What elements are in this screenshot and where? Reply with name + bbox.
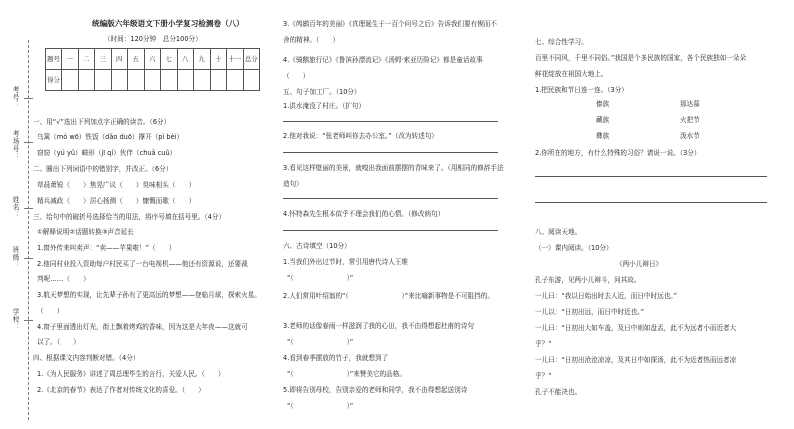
section-heading: 三、给句中的破折号选择恰当的用法，将序号填在括号里。（4分） bbox=[33, 213, 226, 221]
answer-line[interactable] bbox=[283, 230, 498, 231]
header-cell: 六 bbox=[144, 49, 161, 70]
binding-tick bbox=[24, 320, 33, 321]
answer-line[interactable] bbox=[283, 121, 498, 122]
subsection-heading: （一）课内阅读。（10分） bbox=[535, 244, 613, 252]
question-line: 百里不同风，千里不同俗。”我国是个多民族的国家，各个民族独如一朵朵 bbox=[535, 54, 747, 62]
header-cell: 总分 bbox=[243, 49, 260, 70]
class-label: 班级： bbox=[11, 246, 19, 269]
question-line: 1.窗外传来叫卖声：“卖——苹果啦！”（ ） bbox=[37, 244, 176, 252]
people-item[interactable]: 傣族 bbox=[596, 100, 610, 108]
question-line: 4.《骑鹅旅行记》《鲁滨孙漂流记》《汤姆·索亚历险记》都是童话故事 bbox=[283, 56, 483, 64]
binding-tick bbox=[24, 98, 33, 99]
people-item[interactable]: 藏族 bbox=[596, 116, 610, 124]
question-line: 1.当我们外出过节时，常引用唐代诗人王维 bbox=[283, 258, 408, 266]
name-label: 姓名： bbox=[11, 196, 19, 219]
question-line: 草晨萧锐（ ）焦晃广议（ ）臭味相头（ ） bbox=[37, 181, 196, 189]
score-cell[interactable] bbox=[144, 70, 161, 91]
question-line: 2.人们常用叶绍翁的“（ ）”来比喻新事物是不可阻挡的。 bbox=[283, 292, 494, 300]
fill-blank[interactable]: “（ ）” bbox=[287, 338, 354, 346]
section-heading: 八、阅读天地。 bbox=[535, 228, 582, 236]
score-table-header-row bbox=[46, 49, 260, 70]
binding-dashed-line bbox=[28, 40, 29, 420]
header-cell: 一 bbox=[62, 49, 79, 70]
question-line: 2.他对我说：“张老师叫你去办公室。”（改为转述句） bbox=[283, 132, 438, 140]
header-cell: 九 bbox=[194, 49, 211, 70]
section-heading: 七、综合性学习。 bbox=[535, 38, 588, 46]
question-line: 1.《为人民服务》讲述了周总理毕生的言行，关爱人民。（ ） bbox=[37, 370, 225, 378]
question-line: 3.老师的话像春雨一样滋润了我的心田，我不由得想起杜甫的诗句 bbox=[283, 322, 474, 330]
row-label-cell: 得分 bbox=[46, 70, 62, 91]
question-line: 窃窃（yú yǔ）畸形（jī qí）伙伴（chuǎ cuǔ） bbox=[37, 149, 177, 157]
passage-line: 一儿以：“日初出远，而日中时近也。” bbox=[535, 308, 645, 316]
binding-tick bbox=[24, 258, 33, 259]
fill-blank[interactable]: “（ ）” bbox=[287, 402, 354, 410]
school-label: 学校： bbox=[11, 308, 19, 331]
score-cell[interactable] bbox=[194, 70, 211, 91]
question-line: 4.怀特森先生根本似乎不理会我们的心情。（修改病句） bbox=[283, 210, 445, 218]
score-cell[interactable] bbox=[227, 70, 244, 91]
section-heading: 六、古诗填空（10分） bbox=[283, 242, 351, 250]
score-cell[interactable] bbox=[243, 70, 260, 91]
passage-line: 一儿曰：“日初出沧沧凉凉，及其日中如探汤，此不为近者热而远者凉 bbox=[535, 356, 737, 364]
section-heading: 一、用“√”选出下列加点字正确的读音。（6分） bbox=[33, 118, 171, 126]
question-line: （ ） bbox=[283, 72, 310, 80]
score-cell[interactable] bbox=[177, 70, 194, 91]
question-line: 鲜花绽放在祖国大地上。 bbox=[535, 70, 608, 78]
binding-tick bbox=[24, 142, 33, 143]
answer-line[interactable] bbox=[283, 152, 498, 153]
score-cell[interactable] bbox=[161, 70, 178, 91]
fill-blank[interactable]: “（ ）” bbox=[287, 274, 354, 282]
question-line: 舍的精神。（ ） bbox=[283, 36, 340, 44]
header-cell: 四 bbox=[111, 49, 128, 70]
passage-line: 乎？” bbox=[535, 340, 552, 348]
passage-line: 一儿曰：“我以日始出时去人近，而日中时远也。” bbox=[535, 292, 677, 300]
header-cell: 十 bbox=[210, 49, 227, 70]
section-heading: 四、根据课文内容判断对错。（4分） bbox=[33, 354, 140, 362]
score-cell[interactable] bbox=[128, 70, 145, 91]
question-line: （ ） bbox=[37, 307, 64, 315]
answer-line[interactable] bbox=[283, 198, 498, 199]
question-line: 造句） bbox=[283, 180, 303, 188]
question-line: 2.他同村业投入资助每户村民买了一台电视机——他还有资源说，还要裁 bbox=[37, 260, 248, 268]
section-heading: 二、圈出下列词语中的错别字，并改正。（6分） bbox=[33, 165, 173, 173]
question-line: 3.看见这样壁丽的美景，就嗅出我面前摆摆的青味来了。（用相同的修辞手法 bbox=[283, 164, 504, 172]
question-line: 2.《北京的春节》表达了作者对传统文化的喜爱。（ ） bbox=[37, 386, 205, 394]
exam-room-label: 考场号： bbox=[11, 130, 19, 161]
fill-blank[interactable]: “（ ）”来赞美它的品格。 bbox=[287, 370, 406, 378]
header-cell: 十一 bbox=[227, 49, 244, 70]
passage-line: 一儿曰：“日初出大如车盖，及日中则如盘盂，此不为远者小而近者大 bbox=[535, 324, 737, 332]
passage-title: 《两小儿辩日》 bbox=[616, 260, 663, 268]
score-cell[interactable] bbox=[210, 70, 227, 91]
header-cell: 七 bbox=[161, 49, 178, 70]
section-heading: 五、句子加工厂。（10分） bbox=[283, 88, 361, 96]
score-cell[interactable] bbox=[78, 70, 95, 91]
question-line: 以了。（ ） bbox=[37, 338, 80, 346]
exam-number-label: 考号： bbox=[11, 86, 19, 109]
header-cell: 三 bbox=[95, 49, 112, 70]
question-line: 判呢……（ ） bbox=[37, 275, 90, 283]
question-line: 5.即将告别母校，告别亲爱的老师和同学，我不由得想起送别诗 bbox=[283, 386, 468, 394]
score-table bbox=[45, 48, 260, 91]
page-subtitle: （时间：120分钟 总分100分） bbox=[104, 35, 202, 43]
score-cell[interactable] bbox=[62, 70, 79, 91]
answer-line[interactable] bbox=[535, 176, 767, 177]
page-title: 统编版六年级语文下册小学复习检测卷（八） bbox=[92, 19, 244, 28]
header-cell: 二 bbox=[78, 49, 95, 70]
score-cell[interactable] bbox=[111, 70, 128, 91]
question-line: 2.你所在的地方，有什么特殊的习俗？请说一说。（3分） bbox=[535, 149, 701, 157]
question-line: 乌篱（mó wō）铁饭（dǎo duō）撑开（pì bèi） bbox=[37, 133, 184, 141]
passage-line: 乎？” bbox=[535, 372, 552, 380]
passage-line: 孔子东游，见两小儿辩斗，问其故。 bbox=[535, 276, 641, 284]
festival-item[interactable]: 火把节 bbox=[680, 116, 700, 124]
score-table-score-row bbox=[46, 70, 260, 91]
question-line: 精兵减政（ ）居心扬测（ ）慷慨而歌（ ） bbox=[37, 197, 196, 205]
question-line: 3.《鸬鹚百年的美丽》《真理诞生于一百个问号之后》告诉我们要有锲而不 bbox=[283, 20, 497, 28]
question-line: ①解释说明②话题转换③声音延长 bbox=[37, 228, 134, 236]
question-line: 4.窗子里面透出灯光，街上飘着烤鸡的香味，因为这是大年夜——这就可 bbox=[37, 323, 248, 331]
question-line: 4.看到春季摆放的竹子，我就想到了 bbox=[283, 354, 389, 362]
answer-line[interactable] bbox=[535, 202, 767, 203]
festival-item[interactable]: 那达慕 bbox=[680, 100, 700, 108]
score-cell[interactable] bbox=[95, 70, 112, 91]
binding-tick bbox=[24, 208, 33, 209]
passage-line: 孔子不能决也。 bbox=[535, 388, 582, 396]
header-cell: 八 bbox=[177, 49, 194, 70]
people-item[interactable]: 彝族 bbox=[596, 132, 610, 140]
header-cell: 五 bbox=[128, 49, 145, 70]
question-line: 3.航天梦想的实现，让先辈子孙有了更高远的梦想——登临月球，探索火星。 bbox=[37, 291, 261, 299]
festival-item[interactable]: 泼水节 bbox=[680, 132, 700, 140]
question-line: 1.把民族和节日连一连。（3分） bbox=[535, 86, 628, 94]
question-line: 1.洪水淹没了村庄。（扩句） bbox=[283, 102, 366, 110]
header-cell: 题号 bbox=[46, 49, 62, 70]
